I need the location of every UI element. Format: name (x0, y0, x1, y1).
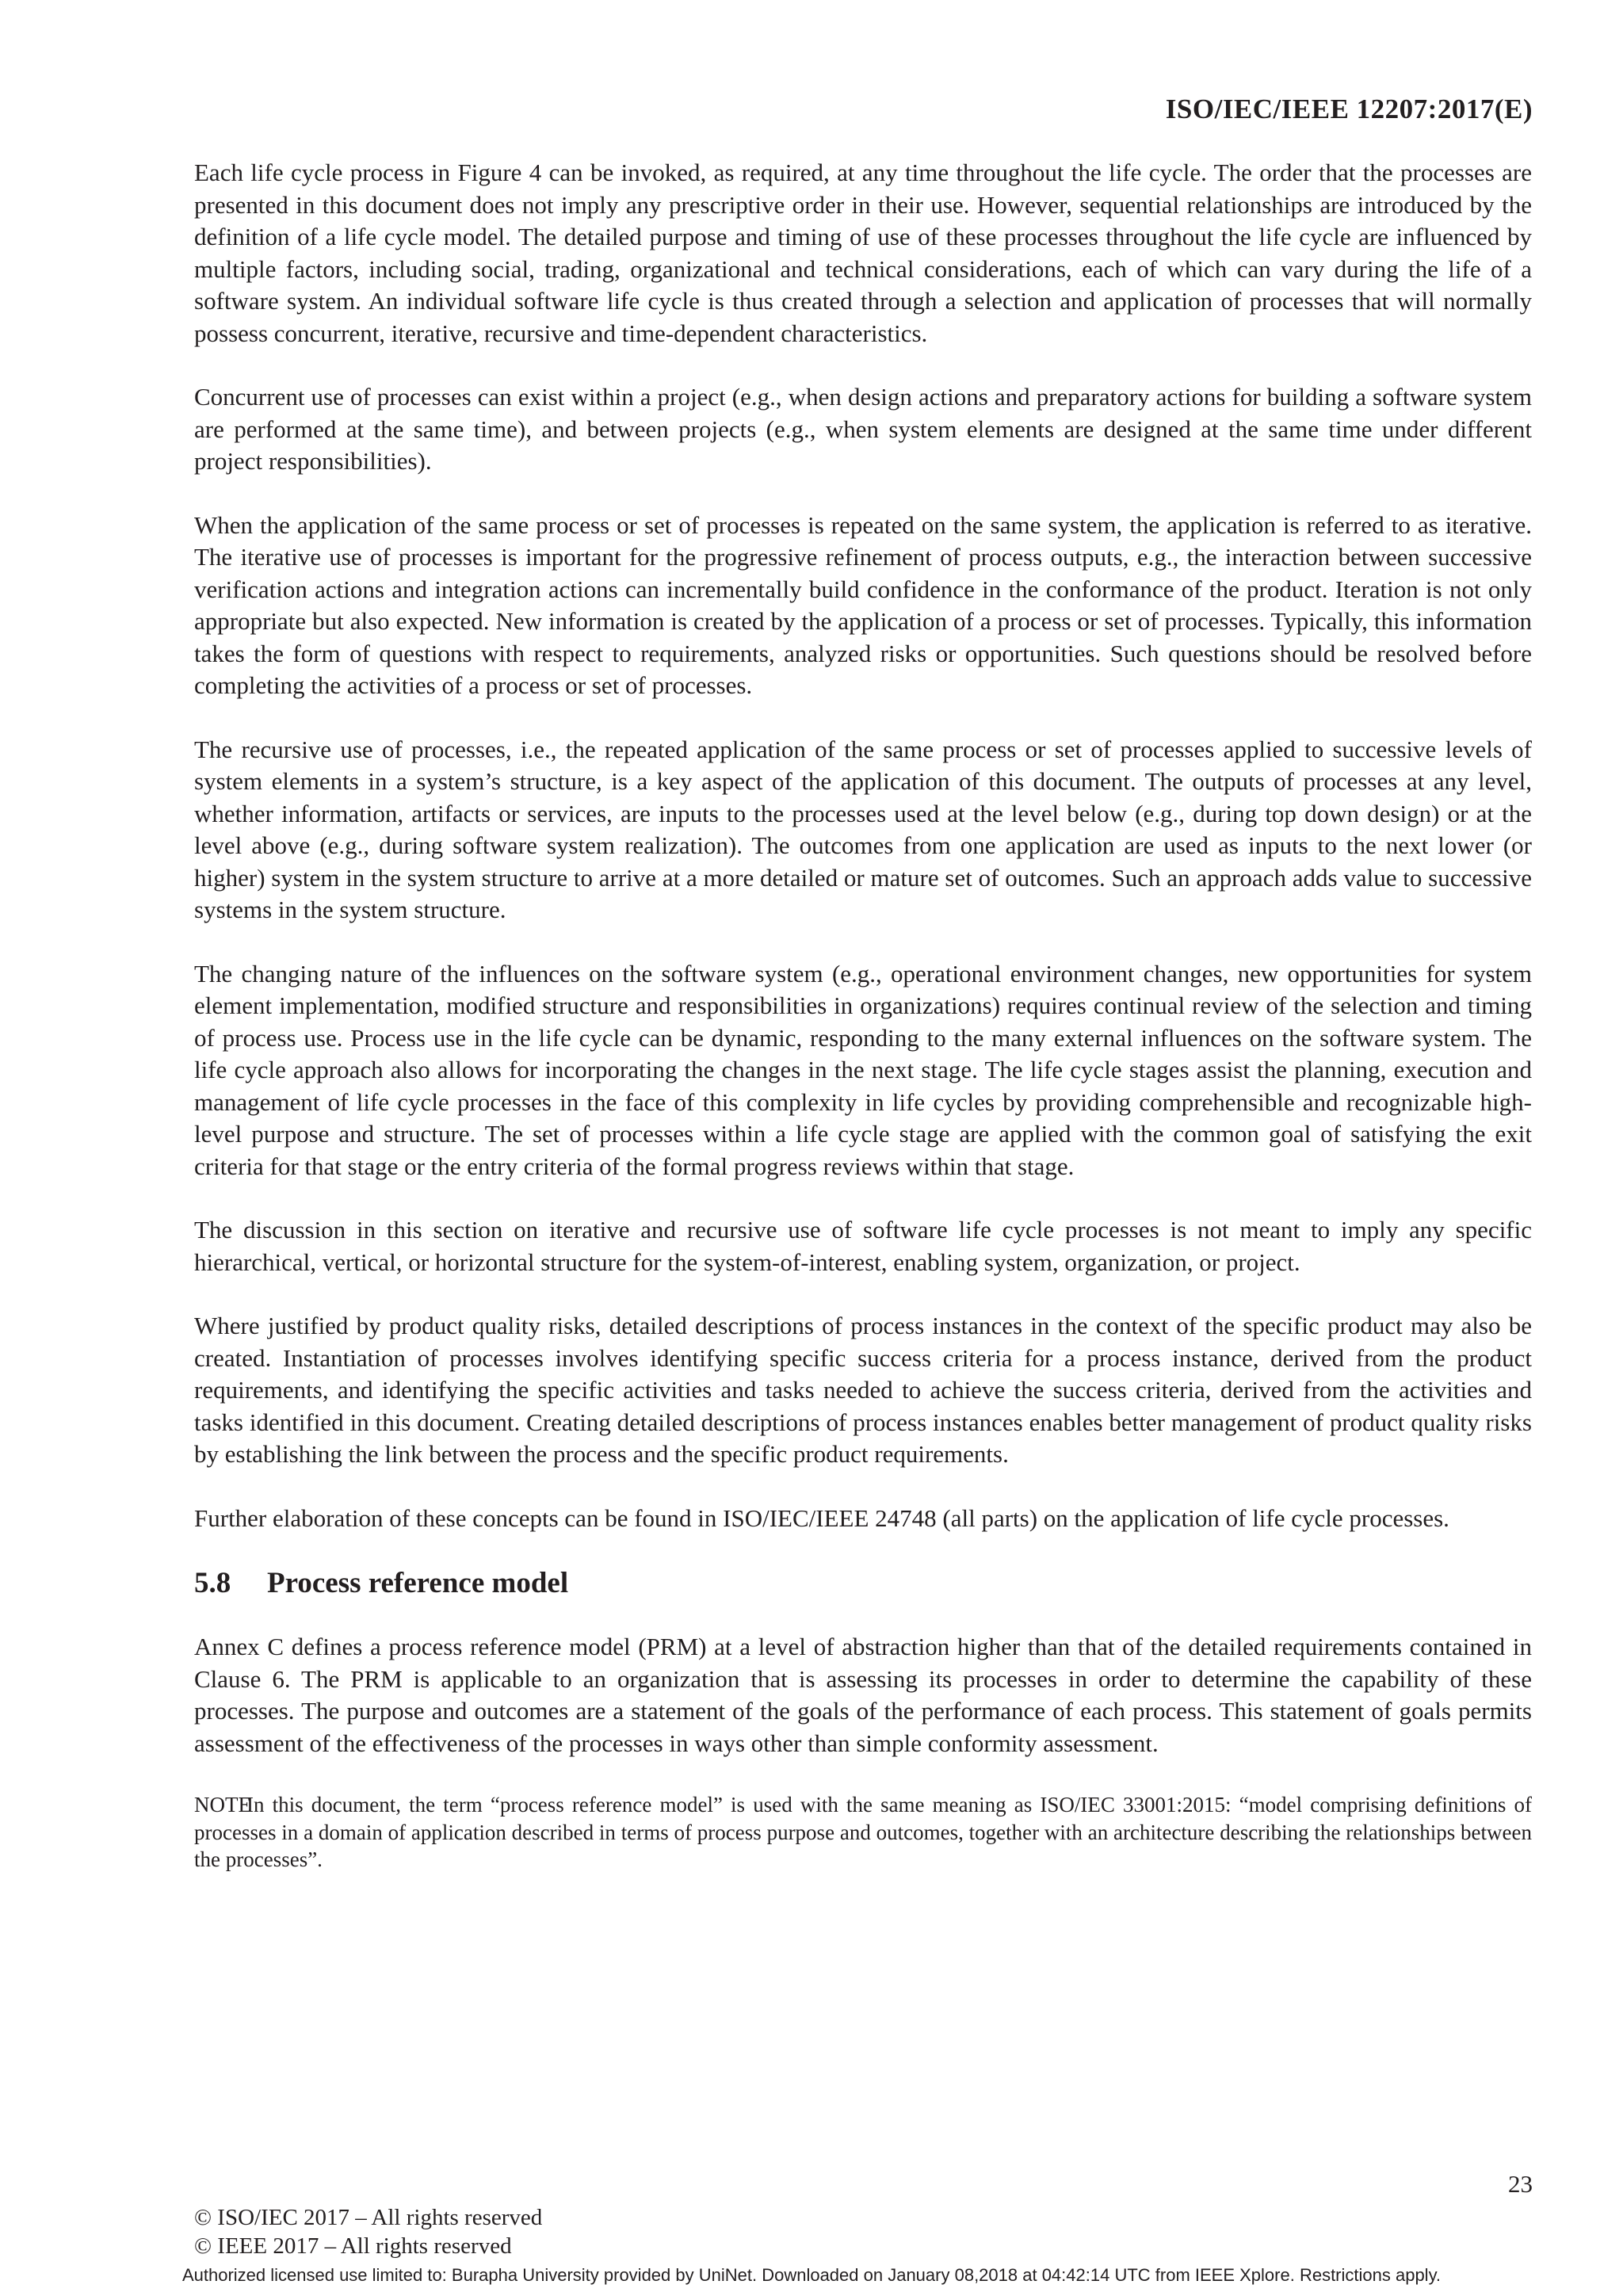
copyright-iso: © ISO/IEC 2017 – All rights reserved (194, 2205, 543, 2230)
section-title: Process reference model (267, 1567, 569, 1599)
note-text: In this document, the term “process reference model” is used with the same meaning as ISO/IEC 33001:2015: “model comprising definitions of processes in a domain of application described in terms of process purpose and outcomes, together with an architecture describing the relationships between the processes”. (194, 1793, 1532, 1871)
body-paragraph: When the application of the same process or set of processes is repeated on the same system, the application is referred to as iterative. The iterative use of processes is important for the progressive refinement of process outputs, e.g., the interaction between successive verification actions and integration actions can incrementally build confidence in the conformance of the product. Iteration is not only appropriate but also expected. New information is created by the application of a process or set of processes. Typically, this information takes the form of questions with respect to requirements, analyzed risks or opportunities. Such questions should be resolved before completing the activities of a process or set of processes. (194, 510, 1532, 699)
section-paragraph: Annex C defines a process reference model (PRM) at a level of abstraction higher than that of the detailed requirements contained in Clause 6. The PRM is applicable to an organization that is assessing its processes in order to determine the capability of these processes. The purpose and outcomes are a statement of the goals of the performance of each process. This statement of goals permits assessment of the effectiveness of the processes in ways other than simple conformity assessment. (194, 1633, 1532, 1757)
note (194, 1791, 1532, 1874)
note-label: NOTE (194, 1793, 251, 1817)
body-paragraph: Each life cycle process in Figure 4 can be invoked, as required, at any time throughout the life cycle. The order that the processes are presented in this document does not imply any prescriptive order in their use. However, sequential relationships are introduced by the definition of a life cycle model. The detailed purpose and timing of use of these processes throughout the life cycle are influenced by multiple factors, including social, trading, organizational and technical considerations, each of which can vary during the life of a software system. An individual software life cycle is thus created through a selection and application of processes that will normally possess concurrent, iterative, recursive and time-dependent characteristics. (194, 159, 1532, 347)
body-paragraph: Concurrent use of processes can exist within a project (e.g., when design actions and preparatory actions for building a software system are performed at the same time), and between projects (e.g., when system elements are designed at the same time under different project responsibilities). (194, 383, 1532, 475)
body-paragraph: Further elaboration of these concepts can be found in ISO/IEC/IEEE 24748 (all parts) on the application of life cycle processes. (194, 1503, 1449, 1532)
body-paragraph: The recursive use of processes, i.e., the repeated application of the same process or set of processes applied to successive levels of system elements in a system’s structure, is a key aspect of the application of this document. The outputs of processes at any level, whether information, artifacts or services, are inputs to the processes used at the level below (e.g., during top down design) or at the level above (e.g., during software system realization). The outcomes from one application are used as inputs to the next lower (or higher) system in the system structure to arrive at a more detailed or mature set of outcomes. Such an approach adds value to successive systems in the system structure. (194, 735, 1532, 923)
body-paragraph: The discussion in this section on iterative and recursive use of software life cycle processes is not meant to imply any specific hierarchical, vertical, or horizontal structure for the system-of-interest, enabling system, organization, or project. (194, 1216, 1532, 1276)
license-notice: Authorized licensed use limited to: Burapha University provided by UniNet. Downloaded on January 08,2018 at 04:42:14 UTC from IEEE Xplore. Restrictions apply. (181, 2265, 1442, 2285)
copyright-ieee: © IEEE 2017 – All rights reserved (194, 2233, 512, 2259)
standard-identifier: ISO/IEC/IEEE 12207:2017(E) (1165, 94, 1533, 124)
body-paragraph: Where justified by product quality risks, detailed descriptions of process instances in the context of the specific product may also be created. Instantiation of processes involves identifying specific success criteria for a process instance, derived from the product requirements, and identifying the specific activities and tasks needed to achieve the success criteria, derived from the activities and tasks identified in this document. Creating detailed descriptions of process instances enables better management of product quality risks by establishing the link between the process and the specific product requirements. (194, 1312, 1532, 1468)
page-number: 23 (1508, 2170, 1533, 2198)
copyright-block (194, 2203, 542, 2260)
body-paragraph: The changing nature of the influences on the software system (e.g., operational environment changes, new opportunities for system element implementation, modified structure and responsibilities in organizations) requires continual review of the selection and timing of process use. Process use in the life cycle can be dynamic, responding to the many external influences on the software system. The life cycle approach also allows for incorporating the changes in the next stage. The life cycle stages assist the planning, execution and management of life cycle processes in the face of this complexity in life cycles by providing comprehensible and recognizable high-level purpose and structure. The set of processes within a life cycle stage are applied with the common goal of satisfying the exit criteria for that stage or the entry criteria of the formal progress reviews within that stage. (194, 959, 1532, 1180)
section-number: 5.8 (194, 1567, 231, 1599)
section-heading (194, 1566, 1532, 1601)
document-body (194, 157, 1532, 1874)
